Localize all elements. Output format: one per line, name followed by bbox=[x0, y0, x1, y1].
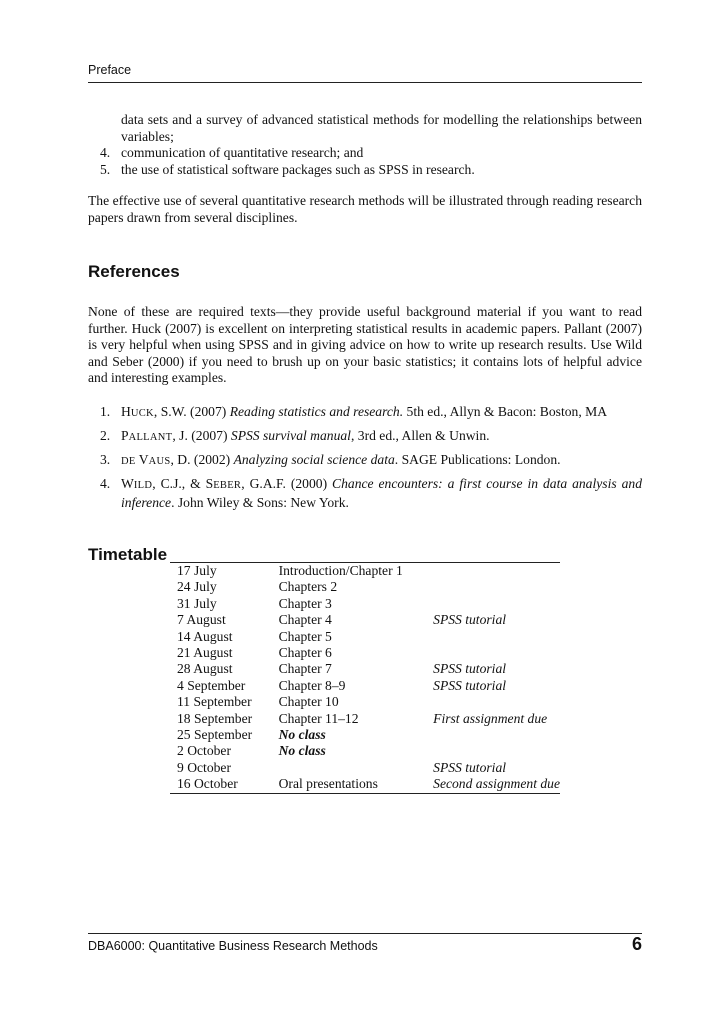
page-number: 6 bbox=[631, 934, 642, 954]
reference-item: 1. HUCK, S.W. (2007) Reading statistics and research. 5th ed., Allyn & Bacon: Boston, MA bbox=[100, 404, 642, 423]
list-item bbox=[100, 162, 642, 179]
timetable-date: 24 July bbox=[177, 579, 217, 595]
timetable-topic: Chapter 10 bbox=[278, 694, 339, 710]
timetable-row bbox=[170, 596, 560, 612]
timetable-note: SPSS tutorial bbox=[433, 759, 507, 775]
timetable-topic: Chapter 5 bbox=[278, 628, 332, 644]
timetable-row bbox=[170, 661, 560, 677]
timetable bbox=[170, 562, 560, 794]
timetable-note: SPSS tutorial bbox=[433, 677, 507, 693]
timetable-topic: Chapter 8–9 bbox=[278, 677, 346, 693]
timetable-date: 21 August bbox=[177, 645, 233, 661]
references-intro: None of these are required texts—they provide useful background material if you want to read further. Huck (2007) is excellent on interpreting statistical results in academic papers. Pallant (2007) is very helpful when using SPSS and in giving advice on how to write up research results. Use Wild and Seber (2000) if you need to brush up on your basic statistics; it contains lots of helpful advice and interesting examples. bbox=[88, 304, 642, 385]
timetable-topic: Introduction/Chapter 1 bbox=[278, 563, 403, 578]
timetable-date: 4 September bbox=[177, 677, 246, 693]
references-heading: References bbox=[88, 262, 180, 281]
timetable-note: SPSS tutorial bbox=[433, 612, 507, 628]
timetable-note bbox=[426, 563, 560, 579]
timetable-row bbox=[170, 629, 560, 645]
timetable-date: 18 September bbox=[177, 710, 253, 726]
reference-author: HUCK bbox=[121, 404, 154, 419]
timetable-topic bbox=[272, 760, 427, 776]
reference-author: SEBER bbox=[205, 476, 242, 491]
timetable-row bbox=[170, 727, 560, 743]
timetable-topic: Chapter 6 bbox=[278, 645, 332, 661]
list-text: communication of quantitative research; and bbox=[121, 145, 364, 160]
timetable-topic: Chapter 3 bbox=[278, 595, 332, 611]
reference-number: 1. bbox=[100, 404, 111, 419]
reference-title: SPSS survival manual bbox=[230, 428, 351, 443]
reference-list bbox=[100, 404, 642, 517]
reference-item: 2. PALLANT, J. (2007) SPSS survival manual, 3rd ed., Allen & Unwin. bbox=[100, 428, 642, 447]
timetable-topic: Oral presentations bbox=[278, 776, 378, 792]
reference-item: 4. WILD, C.J., & SEBER, G.A.F. (2000) Chance encounters: a first course in data analysis and inference. John Wiley & Sons: New York. bbox=[100, 476, 642, 510]
timetable-date: 14 August bbox=[177, 628, 233, 644]
header-rule bbox=[88, 82, 642, 83]
timetable-row bbox=[170, 760, 560, 776]
reference-title: Reading statistics and research. bbox=[229, 404, 404, 419]
reference-title: Analyzing social science data bbox=[233, 452, 395, 467]
timetable-topic: Chapters 2 bbox=[278, 579, 338, 595]
reference-author: PALLANT bbox=[121, 428, 173, 443]
timetable-date: 31 July bbox=[177, 595, 217, 611]
list-item-continuation: data sets and a survey of advanced statistical methods for modelling the relationships between variables; bbox=[121, 112, 642, 144]
objectives-list bbox=[100, 145, 642, 178]
timetable-note bbox=[426, 694, 560, 710]
timetable-date: 17 July bbox=[177, 563, 217, 578]
timetable-note bbox=[426, 579, 560, 595]
list-text: the use of statistical software packages such as SPSS in research. bbox=[121, 161, 475, 177]
timetable-note: Second assignment due bbox=[433, 776, 560, 792]
timetable-note bbox=[426, 727, 560, 743]
running-head: Preface bbox=[88, 63, 132, 77]
timetable-topic: Chapter 7 bbox=[278, 661, 332, 677]
timetable-note: First assignment due bbox=[433, 710, 548, 726]
timetable-note bbox=[426, 629, 560, 645]
timetable-row bbox=[170, 743, 560, 759]
timetable-date: 2 October bbox=[177, 743, 231, 759]
reference-author: WILD bbox=[121, 476, 153, 491]
intro-paragraph: The effective use of several quantitative research methods will be illustrated through reading research papers drawn from several disciplines. bbox=[88, 193, 642, 225]
timetable-row bbox=[170, 694, 560, 710]
timetable-note bbox=[426, 596, 560, 612]
timetable-topic: No class bbox=[278, 743, 326, 759]
timetable-row bbox=[170, 579, 560, 595]
footer-course-title: DBA6000: Quantitative Business Research Methods bbox=[88, 939, 378, 953]
timetable-note: SPSS tutorial bbox=[433, 661, 507, 677]
timetable-date: 28 August bbox=[177, 661, 233, 677]
timetable-heading: Timetable bbox=[88, 545, 168, 564]
timetable-date: 16 October bbox=[177, 776, 238, 792]
footer-rule bbox=[88, 933, 642, 934]
timetable-row bbox=[170, 711, 560, 727]
reference-item: 3. DE VAUS, D. (2002) Analyzing social science data. SAGE Publications: London. bbox=[100, 452, 642, 471]
timetable-topic: No class bbox=[278, 727, 326, 743]
list-item bbox=[100, 145, 642, 162]
reference-number: 3. bbox=[100, 452, 111, 467]
list-number: 5. bbox=[100, 161, 111, 177]
timetable-date: 11 September bbox=[177, 694, 252, 710]
timetable-date: 25 September bbox=[177, 727, 253, 743]
timetable-row bbox=[170, 776, 560, 792]
reference-number: 2. bbox=[100, 428, 111, 443]
timetable-topic: Chapter 4 bbox=[278, 612, 332, 628]
list-number: 4. bbox=[100, 145, 111, 160]
timetable-date: 7 August bbox=[177, 612, 226, 628]
timetable-note bbox=[426, 645, 560, 661]
timetable-row bbox=[170, 563, 560, 579]
reference-title: Chance encounters: a first course in data analysis and inference bbox=[121, 476, 642, 510]
timetable-topic: Chapter 11–12 bbox=[278, 710, 359, 726]
reference-number: 4. bbox=[100, 476, 111, 491]
timetable-date: 9 October bbox=[177, 759, 231, 775]
reference-author: DE VAUS bbox=[121, 452, 171, 467]
timetable-row bbox=[170, 645, 560, 661]
timetable-row bbox=[170, 678, 560, 694]
timetable-row bbox=[170, 612, 560, 628]
timetable-note bbox=[426, 743, 560, 759]
